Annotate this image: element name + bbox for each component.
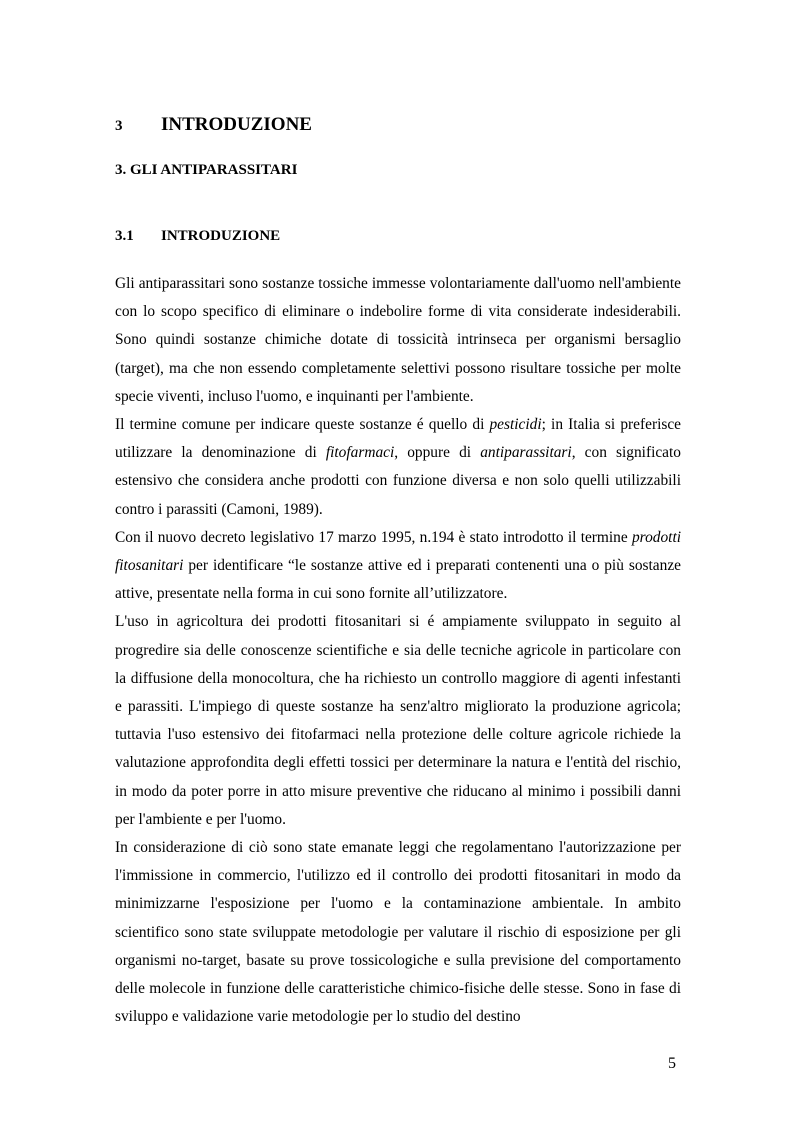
subsection-title: INTRODUZIONE (161, 228, 281, 244)
paragraph-3 (115, 524, 681, 609)
subsection-number: 3.1 (115, 228, 134, 244)
term-antiparassitari: antiparassitari (480, 444, 572, 462)
paragraph-2-text-c: ; in Italia si preferisce utilizzare la denominazione di (115, 416, 681, 462)
paragraph-1: Gli antiparassitari sono sostanze tossiche immesse volontariamente dall'uomo nell'ambiente con lo scopo specifico di eliminare o indebolire forme di vita considerate indesiderabili. Sono quindi sostanze chimiche dotate di tossicità intrinseca per organismi bersaglio (target), ma che non essendo completamente selettivi possono risultare tossiche per molte specie viventi, incluso l'uomo, e inquinanti per l'ambiente. (115, 275, 681, 405)
paragraph-2-text-a: Il termine comune per indicare queste sostanze é quello di (115, 416, 490, 434)
paragraph-2 (115, 411, 681, 524)
term-prodotti-fitosanitari: prodotti fitosanitari (115, 528, 681, 575)
paragraph-2-text-e: , oppure di (394, 444, 481, 462)
subsection-heading (115, 228, 280, 245)
paragraph-4: L'uso in agricoltura dei prodotti fitosanitari si é ampiamente sviluppato in seguito al progredire sia delle conoscenze scientifiche e sia delle tecniche agricole in particolare con la diffusione della monocoltura, che ha richiesto un controllo maggiore di agenti infestanti e parassiti. L'impiego di queste sostanze ha senz'altro migliorato la produzione agricola; tuttavia l'uso estensivo dei fitofarmaci nella protezione delle colture agricole richiede la valutazione approfondita degli effetti tossici per determinare la natura e l'entità del rischio, in modo da poter porre in atto misure preventive che riducano al minimo i possibili danni per l'ambiente e per l'uomo. (115, 613, 681, 828)
chapter-title: INTRODUZIONE (161, 114, 312, 135)
page-number: 5 (668, 1055, 676, 1072)
term-pesticidi: pesticidi (489, 416, 542, 434)
paragraph-2-text-g: , con significato estensivo che considera anche prodotti con funzione diversa e non solo quelli utilizzabili contro i parassiti (Camoni, 1989). (115, 444, 681, 518)
term-fitofarmaci: fitofarmaci (325, 444, 395, 462)
paragraph-3-text-c: per identificare “le sostanze attive ed i preparati contenenti una o più sostanze attive, presentate nella forma in cui sono fornite all’utilizzatore. (115, 557, 681, 603)
chapter-number: 3 (115, 118, 123, 134)
section-heading: 3. GLI ANTIPARASSITARI (115, 162, 298, 178)
chapter-heading (115, 114, 685, 136)
paragraph-5: In considerazione di ciò sono state emanate leggi che regolamentano l'autorizzazione per l'immissione in commercio, l'utilizzo ed il controllo dei prodotti fitosanitari in modo da minimizzarne l'esposizione per l'uomo e la contaminazione ambientale. In ambito scientifico sono state sviluppate metodologie per valutare il rischio di esposizione per gli organismi no-target, basate su prove tossicologiche e sulla previsione del comportamento delle molecole in funzione delle caratteristiche chimico-fisiche delle stesse. Sono in fase di sviluppo e validazione varie metodologie per lo studio del destino (115, 839, 681, 1026)
body-text (115, 270, 681, 1031)
paragraph-3-text-a: Con il nuovo decreto legislativo 17 marzo 1995, n.194 è stato introdotto il termine (115, 528, 632, 546)
